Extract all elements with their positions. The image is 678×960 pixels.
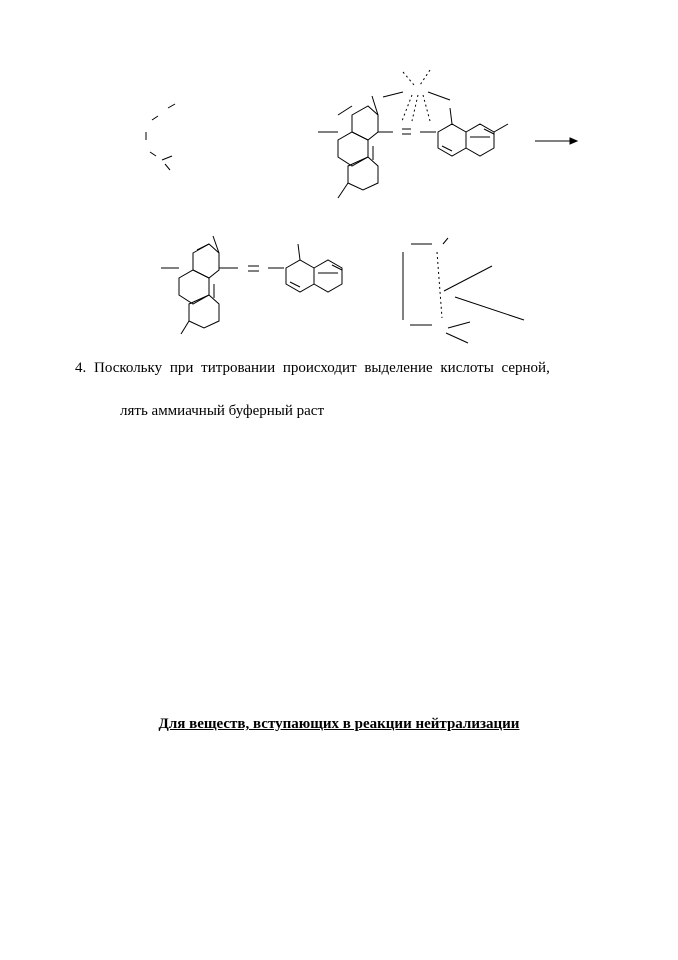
product-linker <box>248 266 284 271</box>
reactant-naphthalene-right <box>438 108 508 156</box>
product-naphthalene-left <box>161 236 238 334</box>
left-fragment <box>146 104 175 170</box>
section-heading: Для веществ, вступающих в реакции нейтрализации <box>158 716 520 732</box>
paragraph-line-2: лять аммиачный буферный раст <box>120 403 325 419</box>
reactant-naphthalene-left <box>318 96 393 198</box>
product-naphthalene-right <box>286 244 342 292</box>
reaction-arrow <box>535 138 577 144</box>
chemical-reaction-scheme <box>0 0 678 350</box>
linker-double-bond <box>402 129 436 134</box>
right-fragment <box>403 238 524 343</box>
top-dashed-fragment <box>383 70 450 121</box>
paragraph-line-1: 4. Поскольку при титровании происходит выделение кислоты серной, <box>75 360 550 376</box>
